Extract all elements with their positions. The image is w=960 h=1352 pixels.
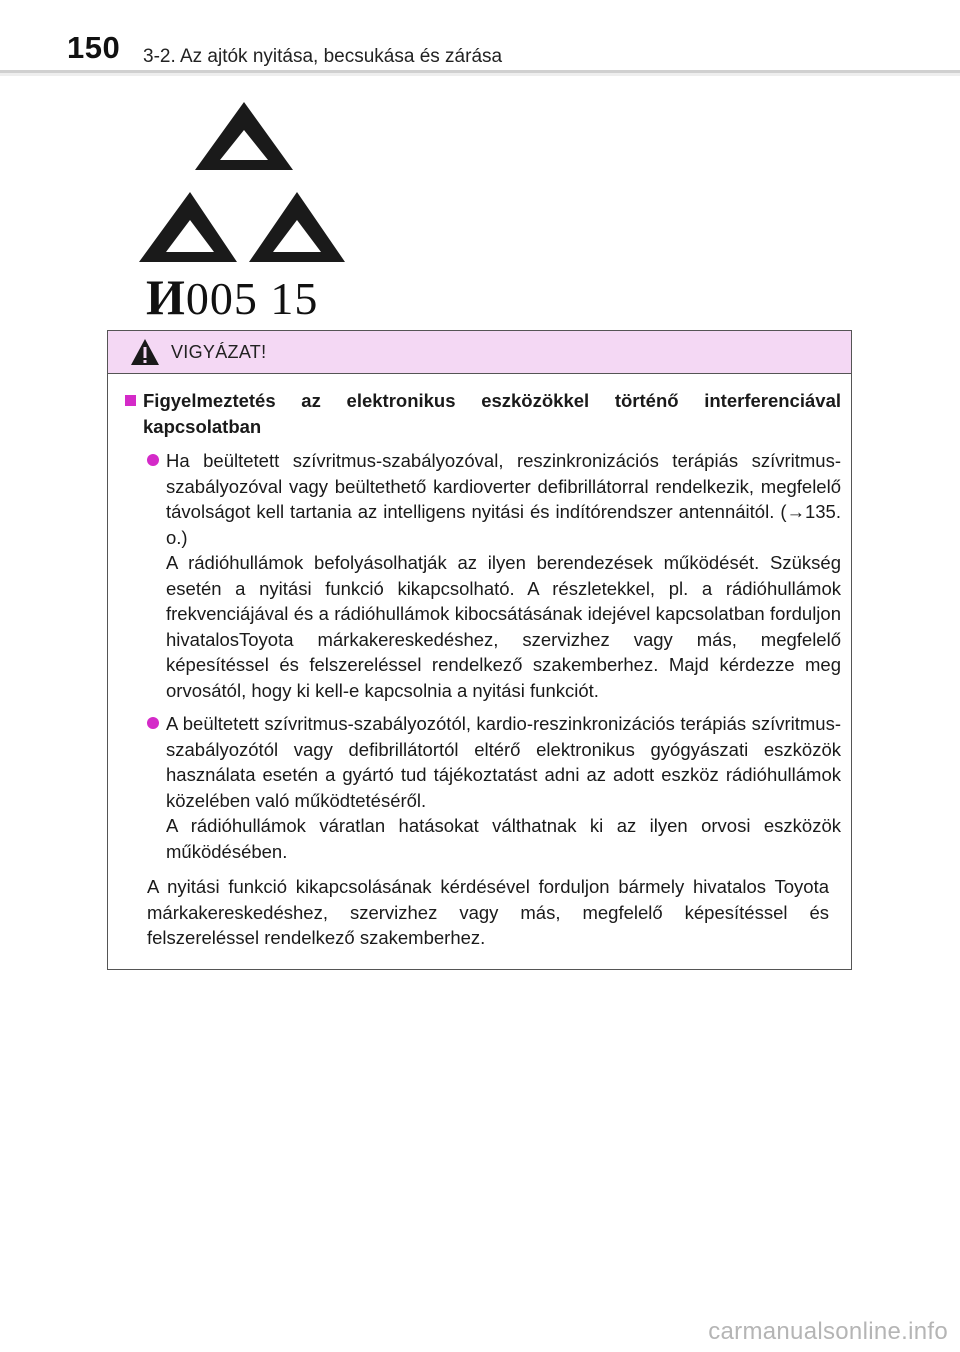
header-rule bbox=[0, 70, 960, 73]
warning-label: VIGYÁZAT! bbox=[171, 341, 267, 362]
warning-heading-text: Figyelmeztetés az elektronikus eszközökkel történő interferenciával kapcsolatban bbox=[143, 390, 841, 437]
symbol-code bbox=[146, 268, 318, 326]
warning-body bbox=[108, 374, 851, 951]
warning-heading bbox=[125, 388, 841, 440]
symbol-code-rest: 005 15 bbox=[185, 273, 319, 324]
symbol-code-lead: И bbox=[146, 269, 186, 325]
closing-paragraph: A nyitási funkció kikapcsolásának kérdésével forduljon bármely hivatalos Toyota márkakereskedéshez, szervizhez vagy más, megfelelő képesítéssel és felszereléssel rendelkező szakemberhez. bbox=[147, 876, 829, 948]
watermark: carmanualsonline.info bbox=[708, 1318, 948, 1345]
warning-triangle-icon bbox=[130, 338, 160, 366]
round-bullet-icon bbox=[147, 454, 159, 466]
bullet-paragraph: A beültetett szívritmus-szabályozótól, kardio-reszinkronizációs terápiás szívritmus-szabályozótól vagy defibrillátortól eltérő elektronikus gyógyászati eszközök használata esetén a gyártó tud tájékoztatást adni az adott eszköz rádióhullámok közelében való működtetéséről. bbox=[166, 713, 841, 811]
section-title: 3-2. Az ajtók nyitása, becsukása és zárása bbox=[143, 46, 503, 67]
square-bullet-icon bbox=[125, 395, 136, 406]
page-header bbox=[0, 0, 960, 80]
list-item bbox=[147, 448, 841, 703]
list-item bbox=[147, 711, 841, 864]
warning-box bbox=[107, 330, 852, 970]
bullet-paragraph: A rádióhullámok befolyásolhatják az ilyen berendezések működését. Szükség esetén a nyitási funkció kikapcsolható. A részletekkel, pl. a rádióhullámok frekvenciájával és a rádióhullámok kibocsátásának idejével kapcsolatban forduljon hivatalosToyota márkakereskedéshez, szervizhez vagy más, megfelelő képesítéssel és felszereléssel rendelkező szakemberhez. Majd kérdezze meg orvosától, hogy ki kell-e kapcsolnia a nyitási funkciót. bbox=[166, 552, 841, 701]
bullet-paragraph: A rádióhullámok váratlan hatásokat válthatnak ki az ilyen orvosi eszközök működésében. bbox=[166, 815, 841, 862]
bullet-paragraph: Ha beültetett szívritmus-szabályozóval, reszinkronizációs terápiás szívritmus-szabályozóval vagy beültethető kardioverter defibrillátorral rendelkezik, megfelelő távolságot kell tartania az intelligens nyitási és indítórendszer antennáitól. (→135. o.) bbox=[166, 450, 841, 548]
warning-header bbox=[108, 331, 851, 374]
page-number: 150 bbox=[67, 30, 121, 65]
round-bullet-icon bbox=[147, 717, 159, 729]
